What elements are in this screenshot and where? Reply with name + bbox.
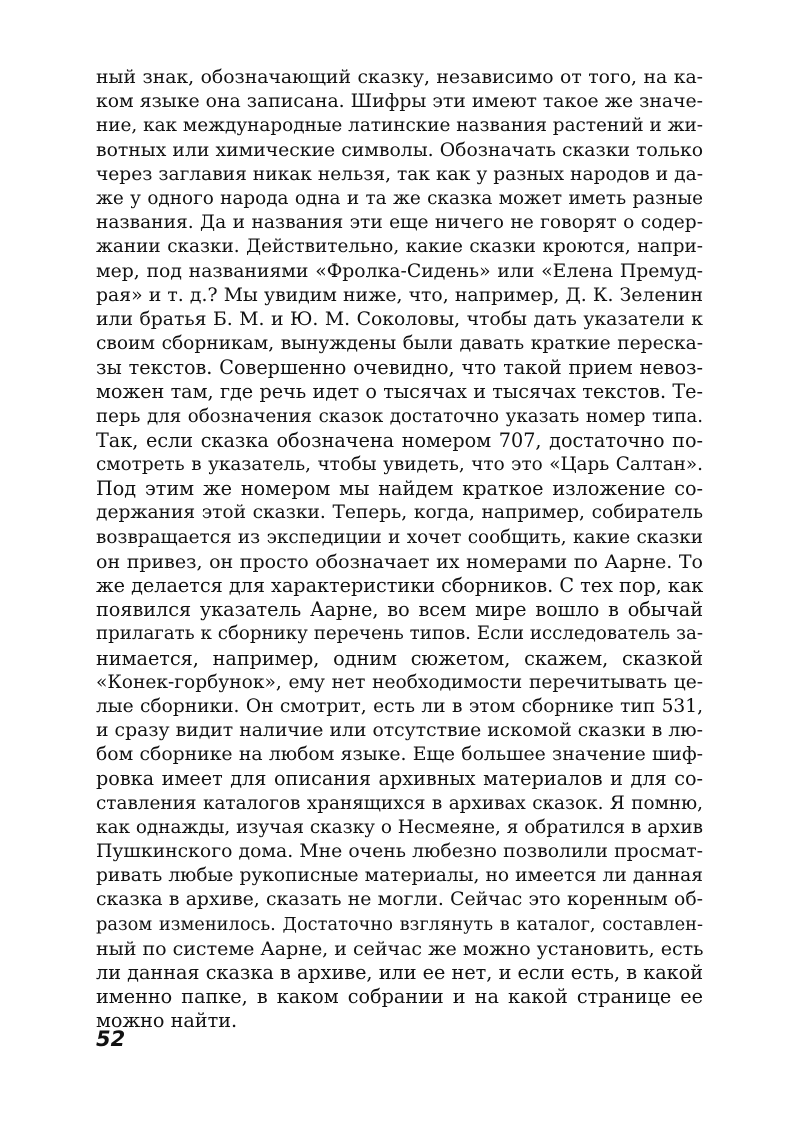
body-text — [96, 66, 703, 1034]
text-line: он привез, он просто обозначает их номерами по Аарне. То — [96, 550, 703, 573]
text-line: вотных или химические символы. Обозначать сказки только — [96, 139, 703, 161]
text-line: же делается для характеристики сборников. С тех пор, как — [96, 573, 704, 597]
text-line: прилагать к сборнику перечень типов. Если исследователь за- — [96, 623, 703, 645]
text-line: ком языке она записана. Шифры эти имеют такое же значе- — [96, 91, 703, 113]
text-line: Так, если сказка обозначена номером 707, достаточно по- — [96, 428, 703, 452]
text-line: жании сказки. Действительно, какие сказки кроются, напри- — [96, 236, 703, 258]
text-line: ли данная сказка в архиве, или ее нет, и если есть, в какой — [96, 960, 703, 984]
text-line: можен там, где речь идет о тысячах и тысячах текстов. Те- — [96, 380, 703, 404]
text-line: лые сборники. Он смотрит, есть ли в этом сборнике тип 531, — [96, 695, 703, 717]
text-line: именно папке, в каком собрании и на какой странице ее — [96, 985, 703, 1009]
text-line: названия. Да и названия эти еще ничего не говорят о содер- — [96, 212, 703, 234]
text-line: Пушкинского дома. Мне очень любезно позволили просмат- — [96, 841, 703, 862]
text-line: смотреть в указатель, чтобы увидеть, что это «Царь Салтан». — [96, 454, 703, 475]
text-line: «Конек-горбунок», ему нет необходимости перечитывать це- — [96, 671, 703, 693]
text-line: Под этим же номером мы найдем краткое изложение со- — [96, 477, 703, 501]
text-line: появился указатель Аарне, во всем мире вошло в обычай — [96, 598, 703, 622]
text-line: или братья Б. М. и Ю. М. Соколовы, чтобы дать указатели к — [96, 308, 703, 330]
text-line: держания этой сказки. Теперь, когда, например, собиратель — [96, 502, 703, 524]
text-line: как однажды, изучая сказку о Несмеяне, я обратился в архив — [96, 816, 703, 838]
text-line: же у одного народа одна и та же сказка может иметь разные — [96, 187, 703, 209]
text-line: возвращается из экспедиции и хочет сообщить, какие сказки — [96, 526, 703, 548]
text-line: своим сборникам, вынуждены были давать краткие переска- — [96, 333, 703, 355]
text-line: перь для обозначения сказок достаточно указать номер типа. — [96, 405, 703, 427]
text-line: бом сборнике на любом языке. Еще большее значение шиф- — [96, 744, 703, 766]
text-line: и сразу видит наличие или отсутствие искомой сказки в лю- — [96, 720, 703, 742]
text-line: зы текстов. Совершенно очевидно, что такой прием невоз- — [96, 356, 703, 380]
text-line: разом изменилось. Достаточно взглянуть в каталог, составлен- — [96, 913, 703, 935]
text-line: ние, как международные латинские названия растений и жи- — [96, 115, 704, 137]
text-line: ривать любые рукописные материалы, но имеется ли данная — [96, 865, 703, 887]
text-line: ный по системе Аарне, и сейчас же можно установить, есть — [96, 937, 704, 960]
page-number: 52 — [96, 1027, 126, 1051]
text-line: ставления каталогов хранящихся в архивах сказок. Я помню, — [96, 792, 703, 814]
text-line: нимается, например, одним сюжетом, скажем, сказкой — [96, 646, 703, 670]
text-line: ный знак, обозначающий сказку, независимо от того, на ка- — [96, 67, 703, 88]
text-line: ровка имеет для описания архивных материалов и для со- — [96, 767, 703, 791]
text-line: рая» и т. д.? Мы увидим ниже, что, например, Д. К. Зеленин — [96, 284, 703, 306]
text-line: через заглавия никак нельзя, так как у разных народов и да- — [96, 163, 703, 185]
text-line-last: можно найти. — [96, 1009, 238, 1033]
text-line: мер, под названиями «Фролка-Сидень» или «Елена Премуд- — [96, 260, 703, 282]
text-line: сказка в архиве, сказать не могли. Сейчас это коренным об- — [96, 889, 703, 911]
